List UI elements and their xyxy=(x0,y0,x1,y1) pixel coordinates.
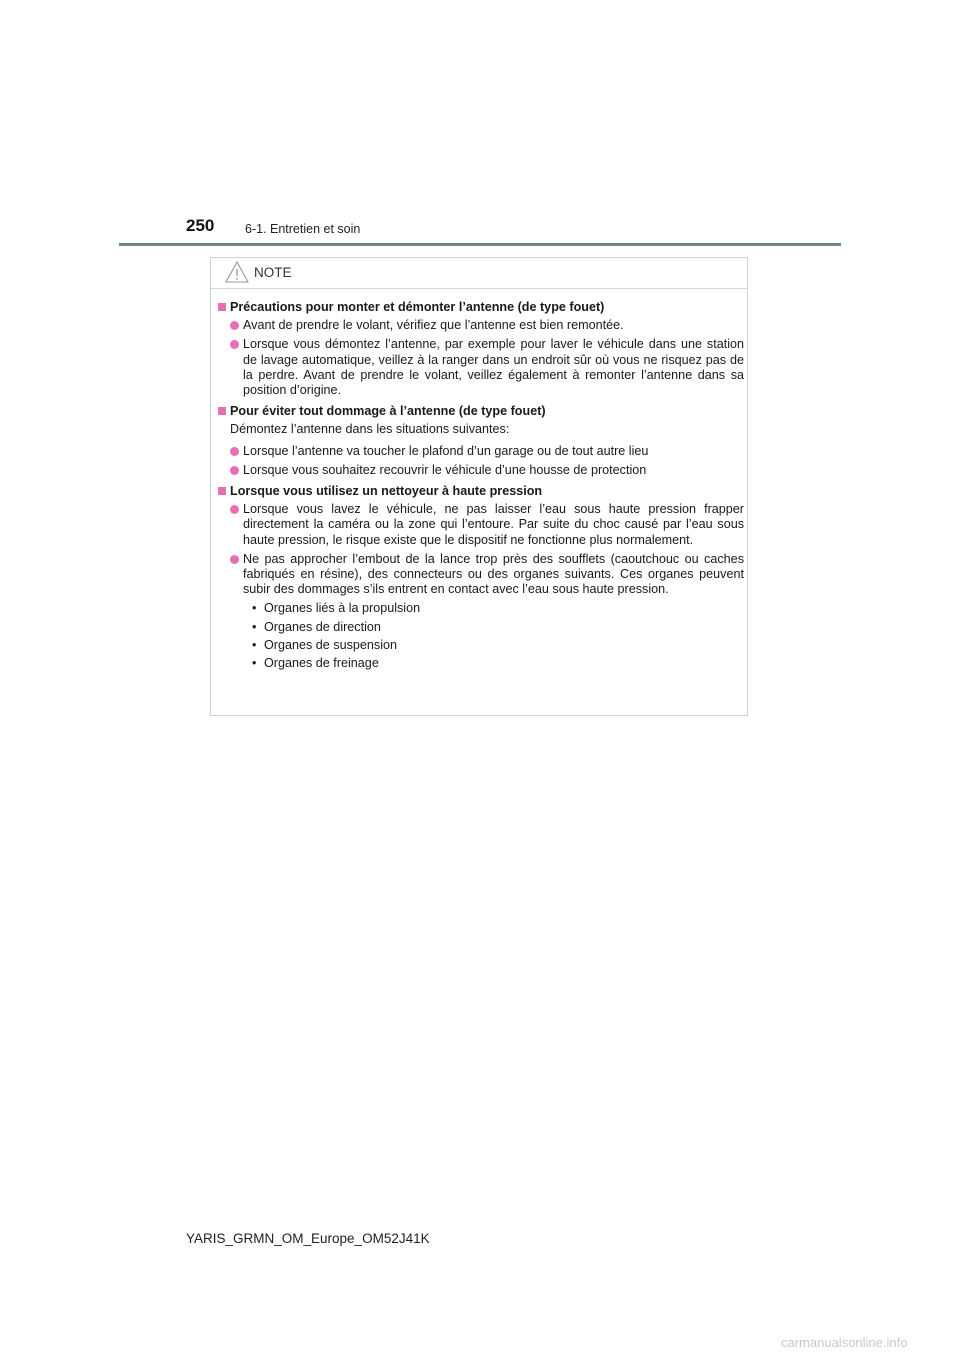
page-number: 250 xyxy=(186,216,215,235)
sub-list-item: • Organes liés à la propulsion xyxy=(252,601,421,616)
list-item: Avant de prendre le volant, vérifiez que l’antenne est bien remontée. xyxy=(218,318,744,333)
square-bullet-icon xyxy=(218,407,226,415)
list-item: Lorsque vous souhaitez recouvrir le véhicule d’une housse de protection xyxy=(218,463,744,478)
list-item: Lorsque vous démontez l’antenne, par exemple pour laver le véhicule dans une station de lavage automatique, veillez à la ranger dans un endroit sûr où vous ne risquez pas de la perdre. Avant de prendre le volant, veillez également à remonter l’antenne dans sa position d’origine. xyxy=(218,337,744,398)
sub-list-item: • Organes de direction xyxy=(252,619,381,634)
section-heading: Précautions pour monter et démonter l’antenne (de type fouet) xyxy=(218,300,744,315)
square-bullet-icon xyxy=(218,303,226,311)
section-text: Démontez l’antenne dans les situations suivantes: xyxy=(230,422,510,437)
sub-list-item: • Organes de suspension xyxy=(252,637,398,652)
circle-bullet-icon xyxy=(230,505,239,514)
circle-bullet-icon xyxy=(230,555,239,564)
list-item: Lorsque l’antenne va toucher le plafond d’un garage ou de tout autre lieu xyxy=(218,444,744,459)
note-header xyxy=(211,258,747,289)
watermark: carmanualsonline.info xyxy=(781,1335,908,1350)
document-code: YARIS_GRMN_OM_Europe_OM52J41K xyxy=(186,1231,430,1246)
note-box xyxy=(210,257,748,716)
circle-bullet-icon xyxy=(230,447,239,456)
square-bullet-icon xyxy=(218,487,226,495)
header-divider xyxy=(119,243,841,246)
note-body xyxy=(218,300,744,671)
list-item: Lorsque vous lavez le véhicule, ne pas laisser l’eau sous haute pression frapper directement la caméra ou la zone qui l’entoure. Par suite du choc causé par l’eau sous haute pression, le risque existe que le dispositif ne fonctionne plus normalement. xyxy=(218,502,744,548)
note-title: NOTE xyxy=(254,265,292,280)
circle-bullet-icon xyxy=(230,321,239,330)
section-heading: Pour éviter tout dommage à l’antenne (de type fouet) xyxy=(218,404,744,419)
circle-bullet-icon xyxy=(230,340,239,349)
section-heading: Lorsque vous utilisez un nettoyeur à haute pression xyxy=(218,484,744,499)
warning-triangle-icon xyxy=(225,261,249,283)
list-item: Ne pas approcher l’embout de la lance trop près des soufflets (caoutchouc ou caches fabriqués en résine), des connecteurs ou des organes suivants. Ces organes peuvent subir des dommages s’ils entrent en contact avec l’eau sous haute pression. xyxy=(218,552,744,598)
sub-list-item: • Organes de freinage xyxy=(252,656,379,671)
circle-bullet-icon xyxy=(230,466,239,475)
section-title: 6-1. Entretien et soin xyxy=(245,222,361,236)
